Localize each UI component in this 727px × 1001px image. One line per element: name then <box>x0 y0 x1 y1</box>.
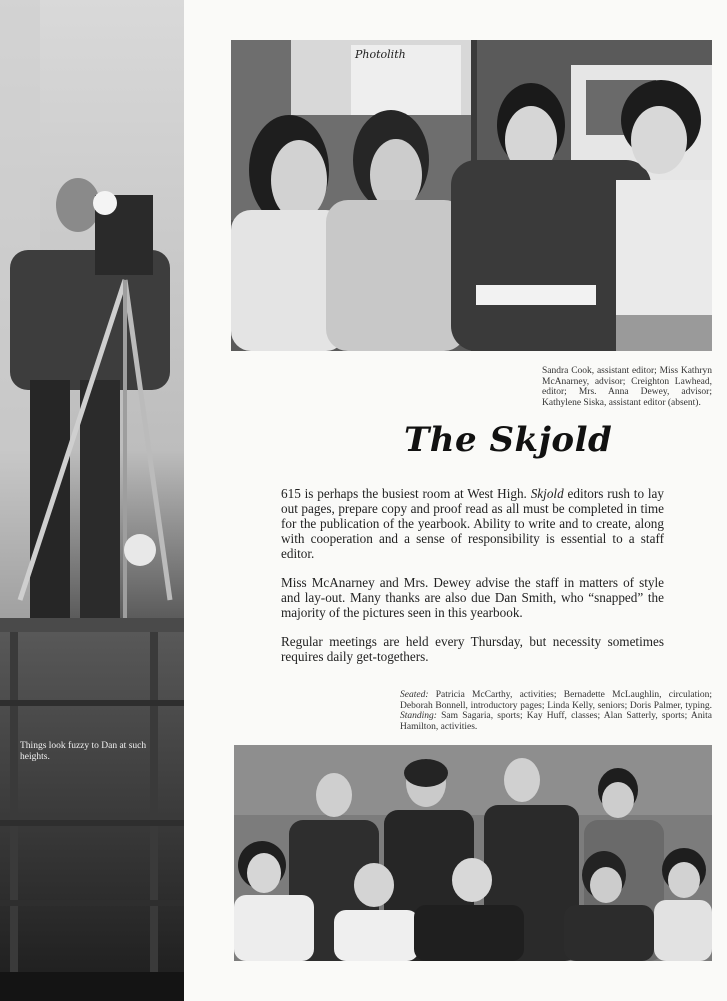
standing-label: Standing: <box>400 711 437 721</box>
editors-photo <box>231 40 712 351</box>
standing-names: Sam Sagaria, sports; Kay Huff, classes; Alan Satterly, sports; Anita Hamilton, activities. <box>400 711 712 732</box>
paragraph-1 <box>281 486 664 561</box>
page-title: The Skjold <box>404 420 613 460</box>
editors-photo-caption: Sandra Cook, assistant editor; Miss Kathryn McAnarney, advisor; Creighton Lawhead, editor; Mrs. Anna Dewey, advisor; Kathylene Siska, assistant editor (absent). <box>542 366 712 408</box>
paragraph-2: Miss McAnarney and Mrs. Dewey advise the staff in matters of style and lay-out. Many thanks are also due Dan Smith, who “snapped” the majority of the pictures seen in this yearbook. <box>281 575 664 620</box>
staff-group-photo <box>234 745 712 961</box>
photographer-caption: Things look fuzzy to Dan at such heights. <box>20 741 147 762</box>
photo-sign-text: Photolith <box>355 48 406 61</box>
article-body <box>281 486 664 678</box>
paragraph-1-lead: 615 is perhaps the busiest room at West High. <box>281 486 527 501</box>
staff-photo-caption <box>400 690 712 732</box>
yearbook-name: Skjold <box>530 486 564 501</box>
photographer-photo <box>0 0 184 1001</box>
paragraph-1-rest: editors rush to lay out pages, prepare copy and proof read as all must be completed in time for the publication of the yearbook. Ability to write and to create, along with cooperation and a sense of responsibility is essential to a staff editor. <box>281 486 664 561</box>
seated-label: Seated: <box>400 690 429 700</box>
paragraph-3: Regular meetings are held every Thursday, but necessity sometimes requires daily get-togethers. <box>281 634 664 664</box>
seated-names: Patricia McCarthy, activities; Bernadette McLaughlin, circulation; Deborah Bonnell, introductory pages; Linda Kelly, seniors; Doris Palmer, typing. <box>400 690 713 711</box>
